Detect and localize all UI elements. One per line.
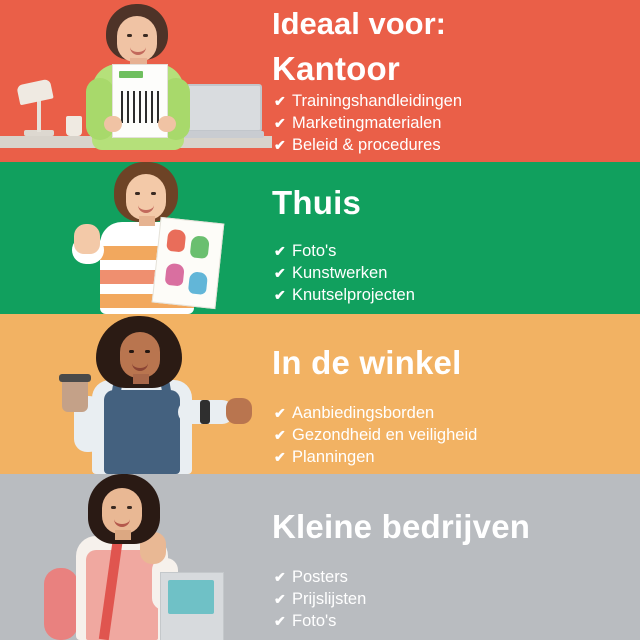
check-icon: ✔: [274, 243, 286, 259]
check-icon: ✔: [274, 591, 286, 607]
list-item-label: Marketingmaterialen: [292, 114, 442, 132]
section-store: [0, 314, 640, 474]
document-bar: [133, 91, 135, 123]
section-home: [0, 162, 640, 314]
bag-print-icon: [168, 580, 214, 614]
thumbs-up-icon: [74, 224, 100, 254]
business-person-neck: [115, 530, 131, 540]
list-item-label: Aanbiedingsborden: [292, 404, 435, 422]
home-illustration: [0, 162, 272, 314]
home-person-face: [126, 174, 166, 220]
office-heading: Kantoor: [272, 50, 400, 87]
list-item-label: Knutselprojecten: [292, 286, 415, 304]
office-person-hand-left: [104, 116, 122, 132]
home-person-eye-left: [135, 192, 140, 195]
list-item: [274, 424, 477, 446]
laptop-base-icon: [178, 131, 264, 138]
check-icon: ✔: [274, 613, 286, 629]
page-title: Ideaal voor:: [272, 6, 446, 41]
handprint-icon: [166, 229, 186, 253]
list-item-label: Gezondheid en veiligheid: [292, 426, 478, 444]
check-icon: ✔: [274, 427, 286, 443]
business-person-eye-left: [111, 506, 116, 509]
handprint-icon: [190, 235, 210, 259]
document-bar: [121, 91, 123, 123]
list-item-label: Prijslijsten: [292, 590, 367, 608]
list-item: [274, 90, 462, 112]
document-logo: [119, 71, 143, 78]
home-bullet-list: [274, 240, 415, 306]
home-person-neck: [139, 216, 155, 226]
handprint-icon: [165, 263, 185, 287]
office-illustration: [0, 0, 272, 162]
list-item-label: Foto's: [292, 612, 337, 630]
document-bar: [151, 91, 153, 123]
store-person-eye-left: [129, 350, 134, 353]
list-item: [274, 240, 415, 262]
coffee-cup-lid-icon: [59, 374, 91, 382]
list-item-label: Trainingshandleidingen: [292, 92, 463, 110]
list-item: [274, 446, 477, 468]
check-icon: ✔: [274, 569, 286, 585]
list-item: [274, 284, 415, 306]
small-business-content: [272, 474, 640, 640]
office-person-face: [117, 16, 157, 62]
handprint-icon: [188, 271, 208, 295]
business-person-face: [102, 488, 142, 534]
office-person-hand-right: [158, 116, 176, 132]
document-bar: [145, 91, 147, 123]
store-person-neck: [133, 374, 149, 384]
check-icon: ✔: [274, 449, 286, 465]
laptop-screen-icon: [186, 84, 262, 132]
section-office: [0, 0, 640, 162]
list-item: [274, 610, 366, 632]
check-icon: ✔: [274, 405, 286, 421]
store-content: [272, 314, 640, 474]
office-content: [272, 0, 640, 162]
office-person-eye-right: [143, 34, 148, 37]
store-person-eye-right: [145, 350, 150, 353]
pointing-hand-icon: [226, 398, 252, 424]
store-person-face: [120, 332, 160, 378]
store-bullet-list: [274, 402, 477, 468]
business-person-shirt: [86, 550, 158, 640]
list-item: [274, 402, 477, 424]
apron: [104, 390, 180, 474]
list-item: [274, 134, 462, 156]
pen-cup-icon: [66, 116, 82, 136]
coffee-cup-icon: [62, 378, 88, 412]
list-item-label: Kunstwerken: [292, 264, 388, 282]
lamp-stem-icon: [37, 98, 41, 132]
list-item-label: Planningen: [292, 448, 375, 466]
home-person-eye-right: [151, 192, 156, 195]
section-small-business: [0, 474, 640, 640]
small-business-bullet-list: [274, 566, 366, 632]
list-item: [274, 262, 415, 284]
yoga-mat-icon: [44, 568, 78, 640]
list-item: [274, 588, 366, 610]
business-person-eye-right: [127, 506, 132, 509]
list-item-label: Beleid & procedures: [292, 136, 441, 154]
document-bar: [127, 91, 129, 123]
office-bullet-list: [274, 90, 462, 156]
document-bar: [139, 91, 141, 123]
check-icon: ✔: [274, 137, 286, 153]
small-business-illustration: [0, 474, 272, 640]
store-illustration: [0, 314, 272, 474]
office-person-eye-left: [127, 34, 132, 37]
handprint-artwork: [152, 217, 225, 309]
list-item: [274, 566, 366, 588]
desk-lamp-icon: [16, 79, 53, 106]
list-item-label: Foto's: [292, 242, 337, 260]
check-icon: ✔: [274, 265, 286, 281]
check-icon: ✔: [274, 115, 286, 131]
small-business-heading: Kleine bedrijven: [272, 508, 531, 545]
home-heading: Thuis: [272, 184, 361, 221]
list-item-label: Posters: [292, 568, 348, 586]
check-icon: ✔: [274, 287, 286, 303]
home-content: [272, 162, 640, 314]
wristwatch-icon: [200, 400, 210, 424]
check-icon: ✔: [274, 93, 286, 109]
store-heading: In de winkel: [272, 344, 462, 381]
list-item: [274, 112, 462, 134]
